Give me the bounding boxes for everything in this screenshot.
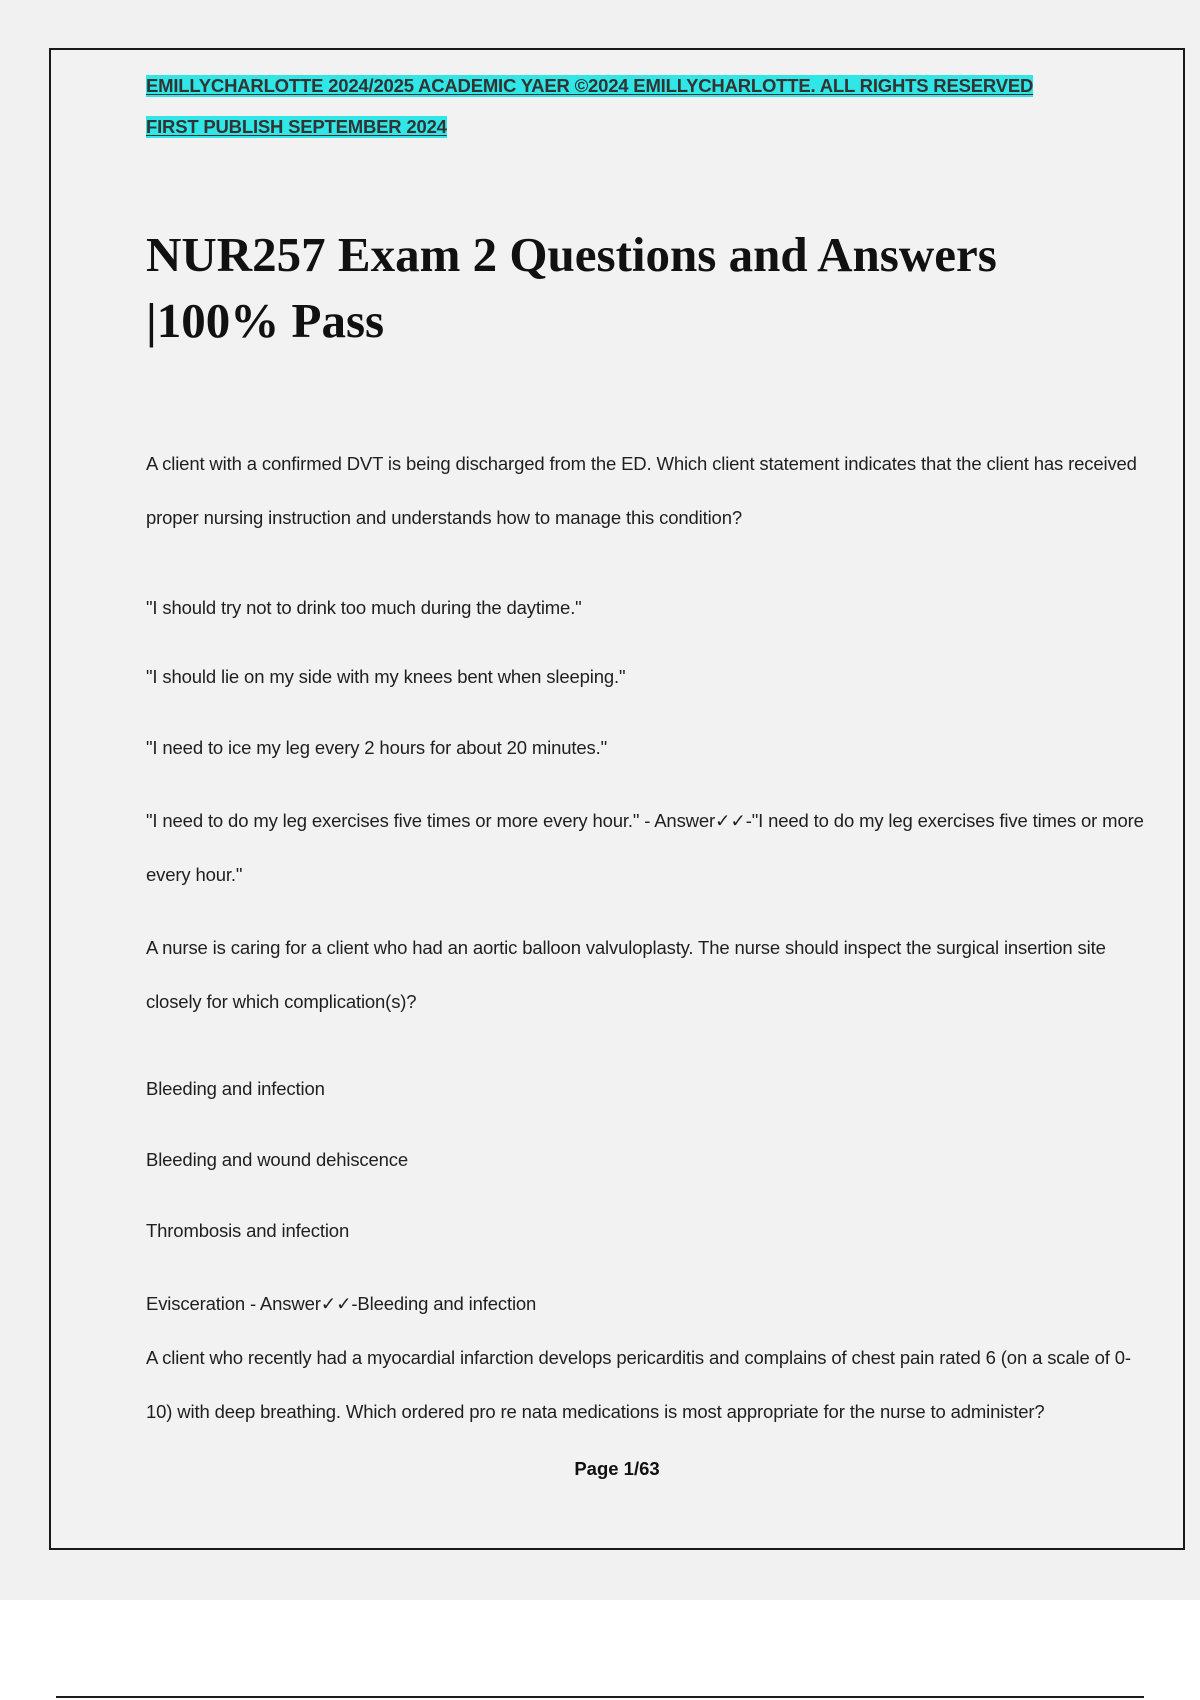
document-title: NUR257 Exam 2 Questions and Answers |100% Pass [146,227,997,348]
question-2-option-b: Bleeding and wound dehiscence [146,1149,409,1170]
next-page-top-border [56,1696,1144,1698]
question-1-option-a: "I should try not to drink too much during the daytime." [146,597,582,618]
question-1-stem: A client with a confirmed DVT is being discharged from the ED. Which client statement indicates that the client has received proper nursing instruction and understands how to manage this condition? [146,453,1137,528]
header-copyright-line: EMILLYCHARLOTTE 2024/2025 ACADEMIC YAER ©2024 EMILLYCHARLOTTE. ALL RIGHTS RESERVED [146,75,1034,96]
question-1-option-d-answer: "I need to do my leg exercises five times or more every hour." - Answer✓✓-"I need to do my leg exercises five times or more every hour." [146,810,1144,885]
header-publish-line: FIRST PUBLISH SEPTEMBER 2024 [146,116,447,137]
question-2-option-d-answer: Evisceration - Answer✓✓-Bleeding and infection [146,1293,537,1314]
document-page [49,48,1185,1550]
question-1-option-b: "I should lie on my side with my knees bent when sleeping." [146,666,626,687]
question-2-option-c: Thrombosis and infection [146,1220,350,1241]
question-2-stem: A nurse is caring for a client who had an aortic balloon valvuloplasty. The nurse should inspect the surgical insertion site closely for which complication(s)? [146,937,1106,1012]
page-number: Page 1/63 [574,1458,660,1479]
question-2-option-a: Bleeding and infection [146,1078,325,1099]
question-3-stem: A client who recently had a myocardial infarction develops pericarditis and complains of chest pain rated 6 (on a scale of 0-10) with deep breathing. Which ordered pro re nata medications is most appropriate for the nurse to administer? [146,1347,1131,1422]
question-1-option-c: "I need to ice my leg every 2 hours for about 20 minutes." [146,737,608,758]
